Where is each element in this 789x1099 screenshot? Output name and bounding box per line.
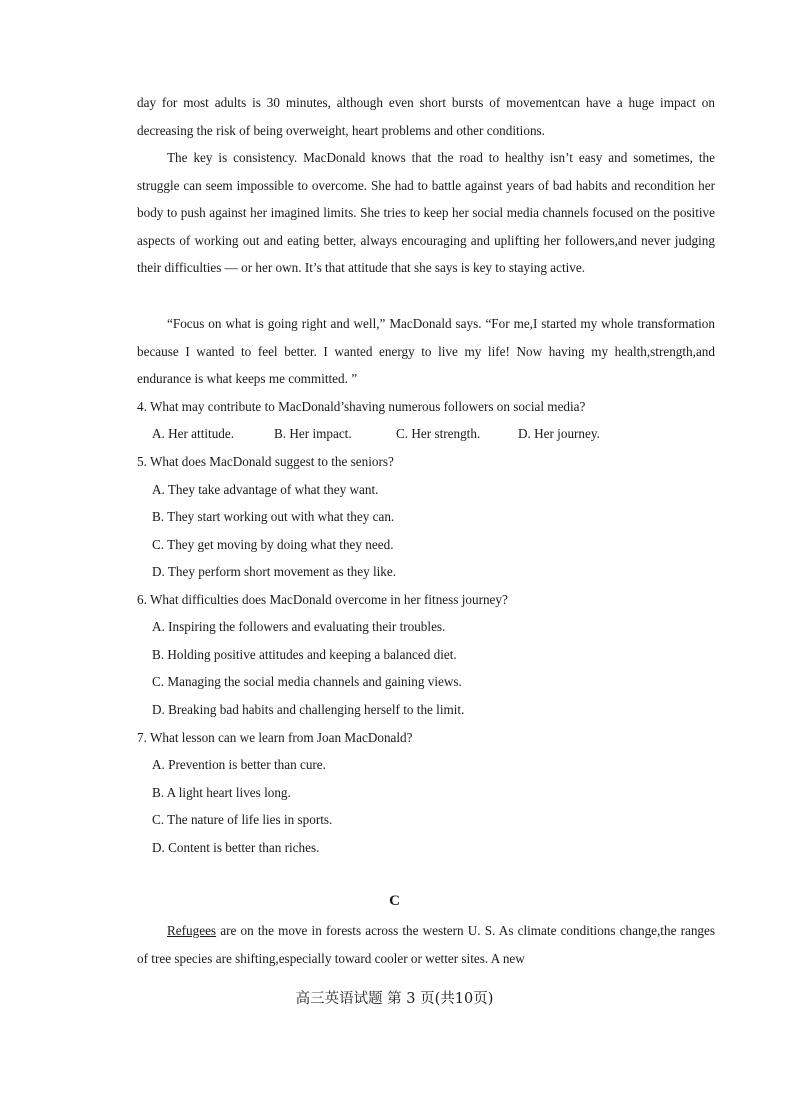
section-c-text: are on the move in forests across the western U. S. As climate conditions change,the ranges of tree species are shifting,especially toward cooler or wetter sites. A new [137, 923, 715, 966]
question-4-stem: 4. What may contribute to MacDonald’shaving numerous followers on social media? [137, 399, 586, 414]
section-c-underlined-word: Refugees [167, 923, 217, 938]
question-5-option-c: C. They get moving by doing what they need. [152, 537, 394, 552]
question-7-option-d: D. Content is better than riches. [152, 840, 320, 855]
passage-paragraph-3: “Focus on what is going right and well,” MacDonald says. “For me,I started my whole transformation because I wanted to feel better. I wanted energy to live my life! Now having my health,strength,and endurance is what keeps me committed. ” [137, 316, 715, 387]
question-5-option-d: D. They perform short movement as they like. [152, 564, 397, 579]
question-7-option-c: C. The nature of life lies in sports. [152, 812, 333, 827]
question-4-option-b: B. Her impact. [274, 426, 352, 441]
question-6-stem: 6. What difficulties does MacDonald overcome in her fitness journey? [137, 592, 508, 607]
section-c-paragraph [137, 917, 715, 972]
question-6-option-d: D. Breaking bad habits and challenging herself to the limit. [152, 702, 465, 717]
question-4-option-d: D. Her journey. [518, 426, 600, 441]
passage-paragraph-1: day for most adults is 30 minutes, although even short bursts of movementcan have a huge impact on decreasing the risk of being overweight, heart problems and other conditions. [137, 95, 715, 138]
question-4-option-c: C. Her strength. [396, 426, 481, 441]
passage-paragraph-2: The key is consistency. MacDonald knows that the road to healthy isn’t easy and sometimes, the struggle can seem impossible to overcome. She had to battle against years of bad habits and recondition her body to push against her imagined limits. She tries to keep her social media channels focused on the positive aspects of working out and eating better, always encouraging and uplifting her followers,and never judging their difficulties — or her own. It’s that attitude that she says is key to staying active. [137, 150, 715, 276]
question-5-option-a: A. They take advantage of what they want. [152, 482, 379, 497]
question-5-option-b: B. They start working out with what they can. [152, 509, 395, 524]
question-7-stem: 7. What lesson can we learn from Joan MacDonald? [137, 730, 413, 745]
question-7-option-b: B. A light heart lives long. [152, 785, 291, 800]
question-4-option-a: A. Her attitude. [152, 426, 235, 441]
section-c-heading: C [389, 893, 400, 909]
page-footer: 高三英语试题 第 3 页(共10页) [295, 991, 494, 1007]
question-7-option-a: A. Prevention is better than cure. [152, 757, 326, 772]
question-5-stem: 5. What does MacDonald suggest to the seniors? [137, 454, 394, 469]
question-6-option-c: C. Managing the social media channels and gaining views. [152, 674, 462, 689]
question-6-option-a: A. Inspiring the followers and evaluating their troubles. [152, 619, 446, 634]
question-6-option-b: B. Holding positive attitudes and keeping a balanced diet. [152, 647, 457, 662]
